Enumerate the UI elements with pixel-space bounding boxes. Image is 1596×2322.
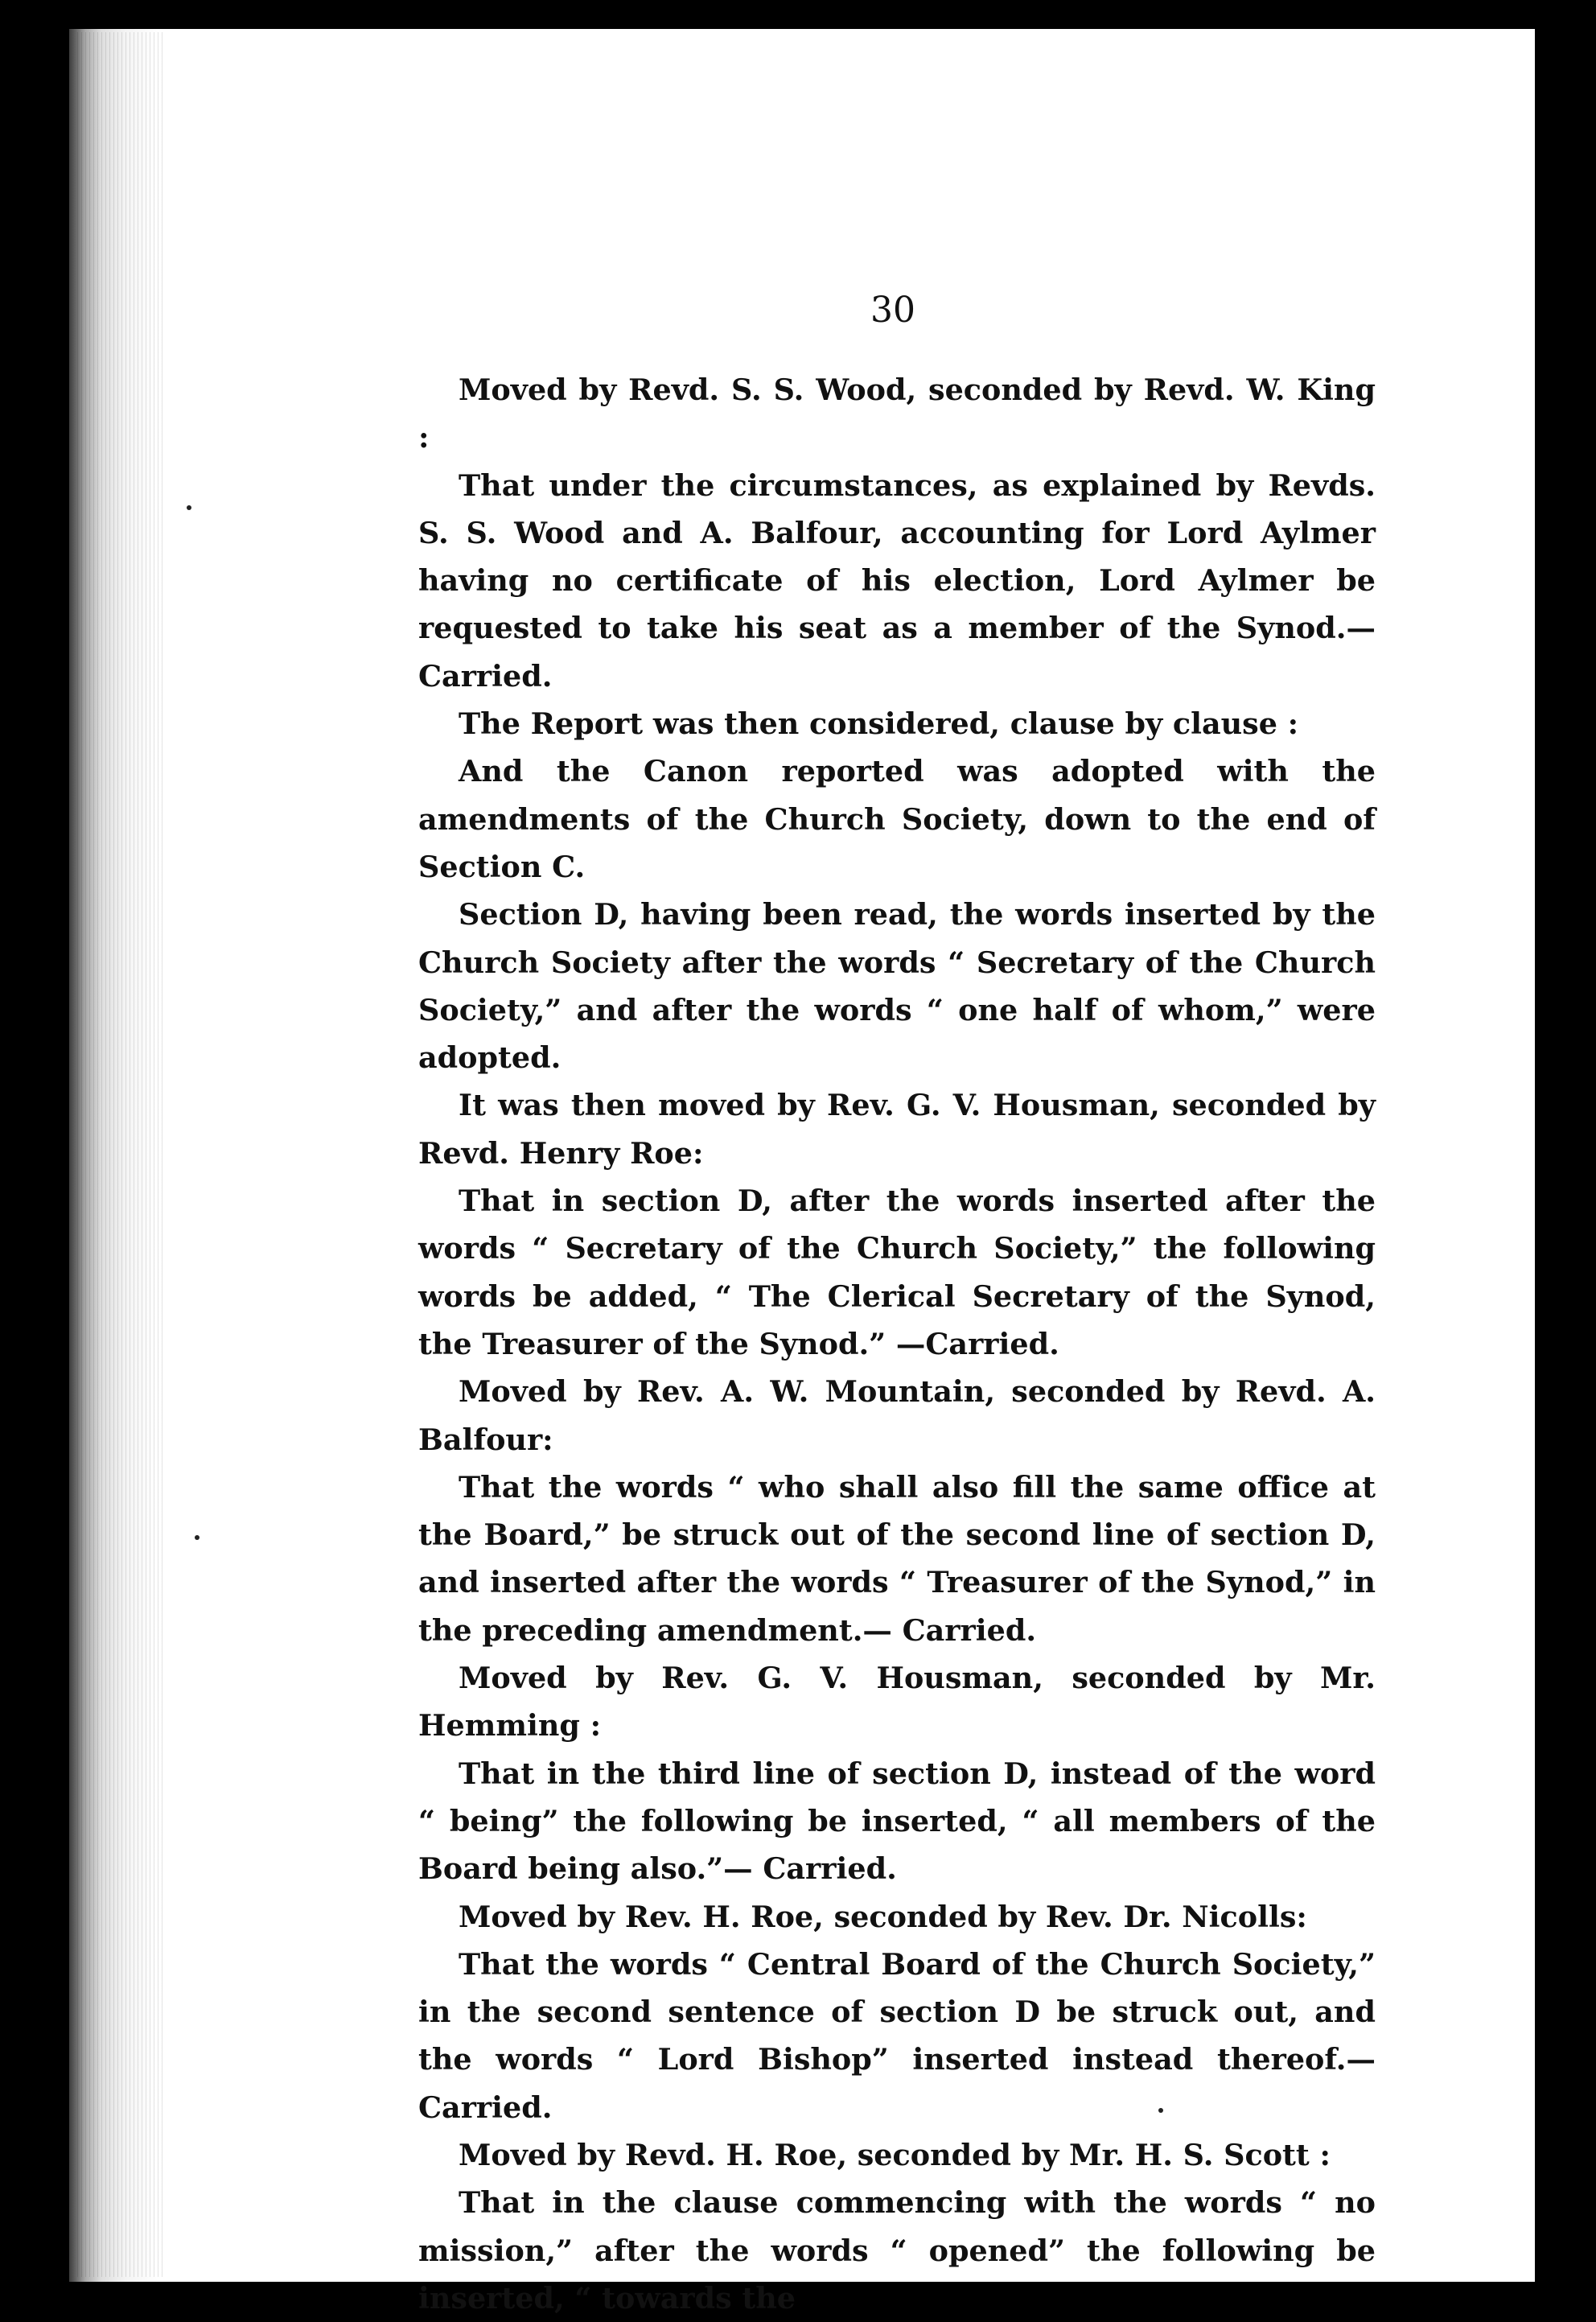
scan-speck <box>195 1535 200 1540</box>
scan-speck <box>187 505 191 510</box>
paragraph: And the Canon reported was adopted with the amendments of the Church Society, down to the end of Section C. <box>418 754 1376 884</box>
paragraph: Moved by Rev. G. V. Housman, seconded by Mr. Hemming : <box>418 1661 1376 1744</box>
paragraph: The Report was then considered, clause by clause : <box>459 706 1299 742</box>
paragraph: It was then moved by Rev. G. V. Housman, seconded by Revd. Henry Roe: <box>418 1088 1376 1171</box>
paragraph: Moved by Revd. H. Roe, seconded by Mr. H. S. Scott : <box>459 2137 1331 2172</box>
paragraph: That the words “ who shall also fill the same office at the Board,” be struck out of the second line of section D, and inserted after the words “ Treasurer of the Synod,” in the preceding amendment.— Carried. <box>418 1469 1376 1648</box>
paragraph: That under the circumstances, as explained by Revds. S. S. Wood and A. Balfour, accounting for Lord Aylmer having no certificate of his election, Lord Aylmer be requested to take his seat as a member of the Synod.—Carried. <box>418 467 1376 694</box>
paragraph: That the words “ Central Board of the Church Society,” in the second sentence of section D be struck out, and the words “ Lord Bishop” inserted instead thereof.—Carried. <box>418 1946 1376 2125</box>
body-text <box>418 366 1376 2322</box>
paragraph: Moved by Rev. A. W. Mountain, seconded by Revd. A. Balfour: <box>418 1374 1376 1457</box>
paragraph: That in the third line of section D, instead of the word “ being” the following be inserted, “ all members of the Board being also.”— Carried. <box>418 1756 1376 1887</box>
paragraph: That in section D, after the words inserted after the words “ Secretary of the Church Society,” the following words be added, “ The Clerical Secretary of the Synod, the Treasurer of the Synod.” —Carried. <box>418 1184 1376 1361</box>
page-number: 30 <box>870 290 915 331</box>
page-stack-lines <box>77 32 166 2277</box>
paragraph: Moved by Rev. H. Roe, seconded by Rev. Dr. Nicolls: <box>459 1899 1307 1934</box>
paragraph: Moved by Revd. S. S. Wood, seconded by Revd. W. King : <box>418 373 1376 455</box>
paragraph: Section D, having been read, the words inserted by the Church Society after the words “ Secretary of the Church Society,” and after the words “ one half of whom,” were adopted. <box>418 897 1376 1076</box>
paragraph: That in the clause commencing with the words “ no mission,” after the words “ opened” the following be inserted, “ towards the <box>418 2185 1376 2316</box>
scan-right-border <box>1535 29 1559 2282</box>
